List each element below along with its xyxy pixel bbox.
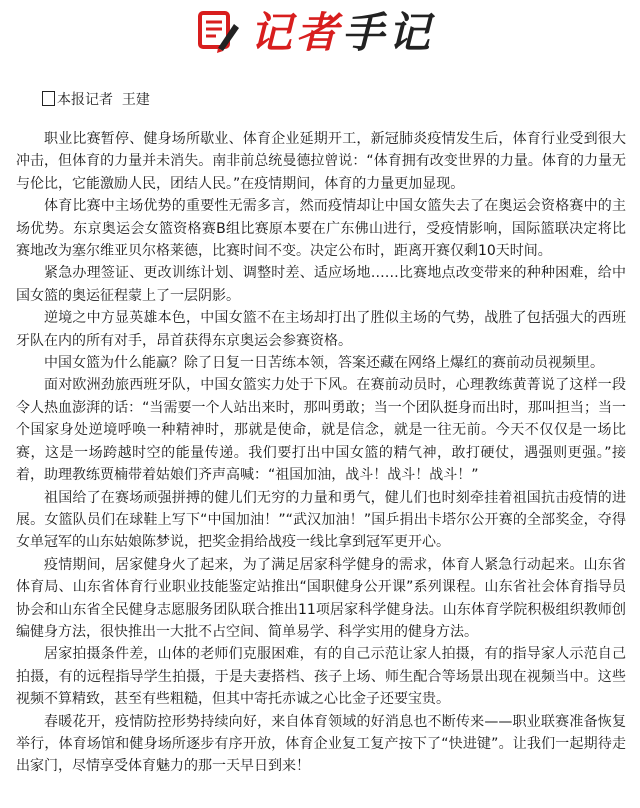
logo-title-part2: 手记 xyxy=(342,8,435,57)
article-body xyxy=(16,128,626,778)
square-box-icon xyxy=(42,91,55,106)
byline-author: 王建 xyxy=(121,92,150,108)
notepad-pen-icon xyxy=(196,8,242,54)
logo-title-part1: 记者 xyxy=(250,8,343,57)
column-logo-title xyxy=(250,6,434,60)
paragraph: 面对欧洲劲旅西班牙队，中国女篮实力处于下风。在赛前动员时，心理教练黄菁说了这样一段令人热血澎湃的话：“当需要一个人站出来时，那叫勇敢；当一个团队挺身而出时，那叫担当；当一个国家身处逆境呼唤一种精神时，那就是使命，就是信念，就是一往无前。今天不仅仅是一场比赛，这是一场跨越时空的能量传递。我们要打出中国女篮的精气神，敢打硬仗，遇强则更强。”接着，助理教练贾楠带着姑娘们齐声高喊：“祖国加油，战斗！战斗！战斗！” xyxy=(16,377,626,484)
masthead xyxy=(0,0,640,70)
paragraph: 居家拍摄条件差，山体的老师们克服困难，有的自己示范让家人拍摄，有的指导家人示范自己拍摄，有的远程指导学生拍摄，于是夫妻搭档、孩子上场、师生配合等场景出现在视频当中。这些视频不算精致，甚至有些粗糙，但其中寄托赤诚之心比金子还要宝贵。 xyxy=(16,646,626,708)
byline-prefix: 本报记者 xyxy=(57,92,113,108)
paragraph: 疫情期间，居家健身火了起来，为了满足居家科学健身的需求，体育人紧急行动起来。山东省体育局、山东省体育行业职业技能鉴定站推出“国职健身公开课”系列课程。山东省社会体育指导员协会和山东省全民健身志愿服务团队联合推出11项居家科学健身法。山东体育学院积极组织教师创编健身方法，很快推出一大批不占空间、简单易学、科学实用的健身方法。 xyxy=(16,556,626,640)
paragraph: 中国女篮为什么能赢？除了日复一日苦练本领，答案还藏在网络上爆红的赛前动员视频里。 xyxy=(44,355,604,372)
paragraph: 春暖花开，疫情防控形势持续向好，来自体育领域的好消息也不断传来——职业联赛准备恢复举行，体育场馆和健身场所逐步有序开放，体育企业复工复产按下了“快进键”。让我们一起期待走出家门，尽情享受体育魅力的那一天早日到来！ xyxy=(16,713,626,775)
paragraph: 体育比赛中主场优势的重要性无需多言，然而疫情却让中国女篮失去了在奥运会资格赛中的主场优势。东京奥运会女篮资格赛B组比赛原本要在广东佛山进行，受疫情影响，国际篮联决定将比赛地改为塞尔维亚贝尔格莱德，比赛时间不变。决定公布时，距离开赛仅剩10天时间。 xyxy=(16,198,626,260)
paragraph: 职业比赛暂停、健身场所歇业、体育企业延期开工，新冠肺炎疫情发生后，体育行业受到很大冲击，但体育的力量并未消失。南非前总统曼德拉曾说：“体育拥有改变世界的力量。体育的力量无与伦比，它能激励人民，团结人民。”在疫情期间，体育的力量更加显现。 xyxy=(16,131,626,192)
byline xyxy=(42,90,150,110)
paragraph: 紧急办理签证、更改训练计划、调整时差、适应场地……比赛地点改变带来的种种困难，给中国女篮的奥运征程蒙上了一层阴影。 xyxy=(16,265,626,304)
paragraph: 逆境之中方显英雄本色，中国女篮不在主场却打出了胜似主场的气势，战胜了包括强大的西班牙队在内的所有对手，昂首获得东京奥运会参赛资格。 xyxy=(16,310,626,349)
paragraph: 祖国给了在赛场顽强拼搏的健儿们无穷的力量和勇气，健儿们也时刻牵挂着祖国抗击疫情的进展。女篮队员们在球鞋上写下“中国加油！”“武汉加油！”国乒捐出卡塔尔公开赛的全部奖金，夺得女单冠军的山东姑娘陈梦说，把奖金捐给战疫一线比拿到冠军更开心。 xyxy=(16,489,626,551)
